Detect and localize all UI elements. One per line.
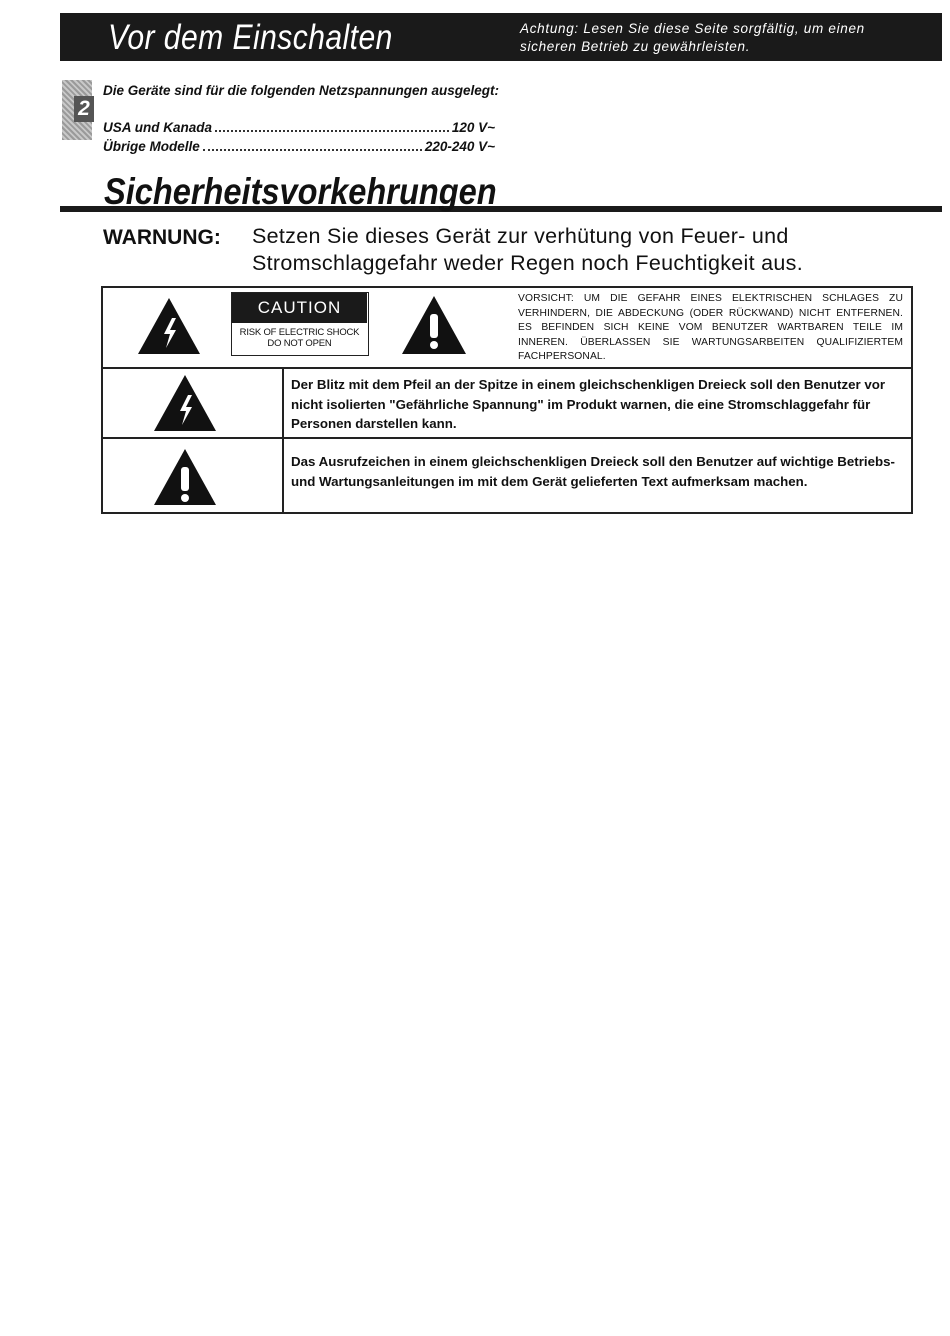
- voltage-value: 220-240 V~: [424, 139, 495, 154]
- header-note: Achtung: Lesen Sie diese Seite sorgfältig, um einen sicheren Betrieb zu gewährleisten.: [520, 21, 865, 54]
- notice-line: VERHINDERN, DIE ABDECKUNG (ODER RÜCKWAND) NICHT ENTFERNEN.: [518, 307, 903, 319]
- notice-line: FACHPERSONAL.: [518, 351, 606, 362]
- voltage-row: [103, 118, 495, 137]
- table-divider: [282, 367, 284, 514]
- section-title: Sicherheitsvorkehrungen: [104, 171, 497, 212]
- caution-title: CAUTION: [232, 293, 367, 323]
- caution-subtitle: [232, 327, 367, 349]
- voltage-value: 120 V~: [451, 120, 495, 135]
- notice-line: INNEREN. ÜBERLASSEN SIE WARTUNGSARBEITEN QUALIFIZIERTEM: [518, 336, 903, 348]
- voltage-region: Übrige Modelle: [103, 139, 200, 154]
- exclamation-warning-icon: [152, 447, 218, 507]
- table-divider: [101, 367, 913, 369]
- exclamation-warning-icon: [400, 294, 468, 356]
- notice-line: ES BEFINDEN SICH KEINE VOM BENUTZER WARTBAREN TEILE IM: [518, 322, 903, 333]
- lightning-warning-icon: [152, 373, 218, 433]
- caution-line: RISK OF ELECTRIC SHOCK: [239, 327, 360, 338]
- voltage-row: [103, 137, 495, 156]
- exclamation-description: Das Ausrufzeichen in einem gleichschenkligen Dreieck soll den Benutzer auf wichtige Betriebs- und Wartungsanleitungen im mit dem Gerät gelieferten Text aufmerksam machen.: [291, 454, 895, 489]
- dot-leader: [215, 130, 449, 132]
- caution-notice: [518, 292, 903, 365]
- warning-label: WARNUNG:: [103, 226, 221, 249]
- lightning-warning-icon: [136, 296, 202, 356]
- voltage-region: USA und Kanada: [103, 120, 213, 135]
- page-number: 2: [74, 96, 94, 122]
- page-title: Vor dem Einschalten: [108, 18, 393, 57]
- dot-leader: [203, 149, 422, 151]
- warning-text: Setzen Sie dieses Gerät zur verhütung von Feuer- und Stromschlaggefahr weder Regen noch Feuchtigkeit aus.: [252, 224, 804, 275]
- notice-line: VORSICHT: UM DIE GEFAHR EINES ELEKTRISCHEN SCHLAGES ZU: [518, 293, 903, 304]
- voltage-heading: Die Geräte sind für die folgenden Netzspannungen ausgelegt:: [103, 83, 500, 98]
- caution-line: DO NOT OPEN: [267, 338, 332, 349]
- table-divider: [101, 437, 913, 439]
- lightning-description: Der Blitz mit dem Pfeil an der Spitze in einem gleichschenkligen Dreieck soll den Benutzer vor nicht isolierten "Gefährliche Spannung" im Produkt warnen, die eine Stromschlaggefahr für Personen darstellen kann.: [291, 377, 886, 431]
